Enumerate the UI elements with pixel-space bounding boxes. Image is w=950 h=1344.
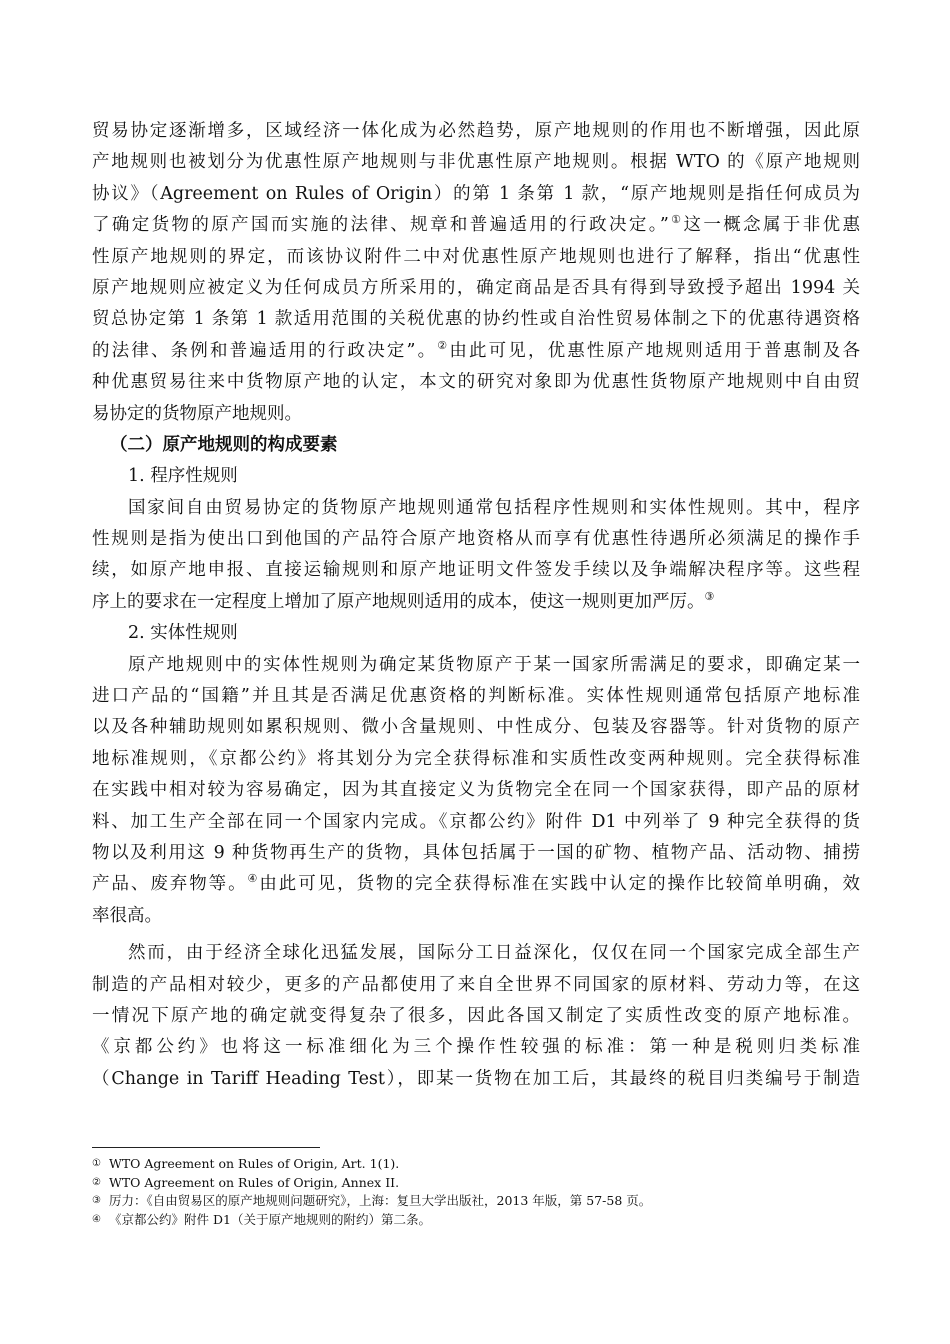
text-line: [92, 210, 860, 241]
line-text: 在实践中相对较为容易确定，因为其直接定义为货物完全在同一个国家获得，即产品的原材: [92, 780, 860, 801]
line-text: 种优惠贸易往来中货物原产地的认定，本文的研究对象即为优惠性货物原产地规则中自由贸: [92, 372, 860, 393]
line-text: 这一概念属于非优惠: [683, 215, 860, 236]
footnote-text: 厉力：《自由贸易区的原产地规则问题研究》，上海：复旦大学出版社，2013 年版，第 57-58 页。: [109, 1193, 652, 1208]
text-line: [92, 273, 860, 304]
line-text: 国家间自由贸易协定的货物原产地规则通常包括程序性规则和实体性规则。其中，程序: [128, 497, 860, 518]
text-line: [92, 367, 860, 398]
text-line: [92, 116, 860, 147]
text-line: [92, 744, 860, 775]
line-text: 了确定货物的原产国而实施的法律、规章和普遍适用的行政决定。”: [92, 215, 669, 236]
line-text: 产地规则也被划分为优惠性原产地规则与非优惠性原产地规则。根据 WTO 的《原产地规则: [92, 152, 860, 173]
line-text: 《京都公约》也将这一标准细化为三个操作性较强的标准：第一种是税则归类标准: [92, 1037, 860, 1058]
footnotes: [92, 1155, 872, 1229]
footnote-text: 《京都公约》附件 D1（关于原产地规则的附约）第二条。: [109, 1211, 431, 1227]
footnote-marker: ④: [247, 872, 260, 886]
text-line: [92, 493, 860, 524]
subsection-heading: [92, 461, 860, 492]
footnote-marker: ③: [92, 1195, 101, 1206]
text-line: [92, 1064, 860, 1095]
line-text: 一情况下原产地的确定就变得复杂了很多，因此各国又制定了实质性改变的原产地标准。: [92, 1005, 860, 1026]
text-line: [92, 838, 860, 869]
footnote-text: WTO Agreement on Rules of Origin, Annex II.: [109, 1174, 400, 1190]
line-text: 制造的产品相对较少，更多的产品都使用了来自全世界不同国家的原材料、劳动力等，在这: [92, 974, 860, 995]
line-text: 由此可见，货物的完全获得标准在实践中认定的操作比较简单明确，效: [259, 874, 860, 895]
body-text: [92, 116, 860, 1095]
footnote-item: [92, 1155, 872, 1174]
subsection-heading: [92, 618, 860, 649]
line-text: 性原产地规则的界定，而该协议附件二中对优惠性原产地规则也进行了解释，指出“优惠性: [92, 246, 860, 267]
line-text: 原产地规则应被定义为任何成员方所采用的，确定商品是否具有得到导致授予超出 1994 关: [92, 277, 860, 298]
text-line: [92, 555, 860, 586]
footnote-text: WTO Agreement on Rules of Origin, Art. 1(1).: [109, 1156, 400, 1171]
footnote-marker: ①: [92, 1158, 101, 1169]
line-text: 进口产品的“国籍”并且其是否满足优惠资格的判断标准。实体性规则通常包括原产地标准: [92, 686, 860, 707]
line-text: 易协定的货物原产地规则。: [92, 403, 302, 424]
text-line: [92, 399, 860, 430]
line-text: 料、加工生产全部在同一个国家内完成。《京都公约》附件 D1 中列举了 9 种完全获得的货: [92, 811, 860, 832]
line-text: 原产地规则中的实体性规则为确定某货物原产于某一国家所需满足的要求，即确定某一: [128, 654, 860, 675]
line-text: 协议》（Agreement on Rules of Origin）的第 1 条第 1 款，“原产地规则是指任何成员为: [92, 183, 860, 204]
line-text: 贸总协定第 1 条第 1 款适用范围的关税优惠的协约性或自治性贸易体制之下的优惠待遇资格: [92, 309, 860, 330]
footnote-item: [92, 1192, 872, 1211]
text-line: [92, 650, 860, 681]
text-line: [92, 524, 860, 555]
text-line: [92, 681, 860, 712]
line-text: 率很高。: [92, 905, 162, 926]
text-line: [92, 1032, 860, 1063]
text-line: [92, 587, 860, 618]
line-text: 物以及利用这 9 种货物再生产的货物，具体包括属于一国的矿物、植物产品、活动物、捕捞: [92, 842, 860, 863]
text-line: [92, 775, 860, 806]
text-line: [92, 807, 860, 838]
line-text: 以及各种辅助规则如累积规则、微小含量规则、中性成分、包装及容器等。针对货物的原产: [92, 717, 860, 738]
text-line: [92, 901, 860, 932]
line-text: 1. 程序性规则: [128, 466, 238, 487]
footnote-item: [92, 1174, 872, 1193]
footnote-marker: ④: [92, 1213, 101, 1225]
line-text: 地标准规则，《京都公约》将其划分为完全获得标准和实质性改变两种规则。完全获得标准: [92, 748, 860, 769]
text-line: [92, 179, 860, 210]
line-text: 贸易协定逐渐增多，区域经济一体化成为必然趋势，原产地规则的作用也不断增强，因此原: [92, 121, 860, 141]
text-line: [92, 938, 860, 969]
footnote-separator: [92, 1147, 320, 1148]
line-text: 然而，由于经济全球化迅猛发展，国际分工日益深化，仅仅在同一个国家完成全部生产: [128, 943, 860, 964]
text-line: [92, 336, 860, 367]
line-text: 序上的要求在一定程度上增加了原产地规则适用的成本，使这一规则更加严厉。: [92, 591, 705, 612]
footnote-item: [92, 1211, 872, 1230]
text-line: [92, 712, 860, 743]
text-line: [92, 147, 860, 178]
line-text: 2. 实体性规则: [128, 623, 238, 644]
footnote-marker: ②: [92, 1176, 101, 1188]
line-text: 性规则是指为使出口到他国的产品符合原产地资格从而享有优惠性待遇所必须满足的操作手: [92, 529, 860, 550]
text-line: [92, 970, 860, 1001]
footnote-marker: ①: [668, 213, 684, 227]
text-line: [92, 242, 860, 273]
line-text: （二）原产地规则的构成要素: [110, 434, 338, 455]
line-text: （Change in Tariff Heading Test），即某一货物在加工后，其最终的税目归类编号于制造: [92, 1068, 860, 1089]
section-heading: [92, 430, 860, 461]
text-line: [92, 1001, 860, 1032]
line-text: 续，如原产地申报、直接运输规则和原产地证明文件签发手续以及争端解决程序等。这些程: [92, 560, 860, 581]
footnote-marker: ③: [704, 590, 715, 604]
footnote-marker: ②: [437, 338, 450, 352]
text-line: [92, 869, 860, 900]
line-text: 的法律、条例和普遍适用的行政决定”。: [92, 340, 438, 361]
line-text: 产品、废弃物等。: [92, 874, 248, 895]
text-line: [92, 304, 860, 335]
line-text: 由此可见，优惠性原产地规则适用于普惠制及各: [449, 340, 860, 361]
